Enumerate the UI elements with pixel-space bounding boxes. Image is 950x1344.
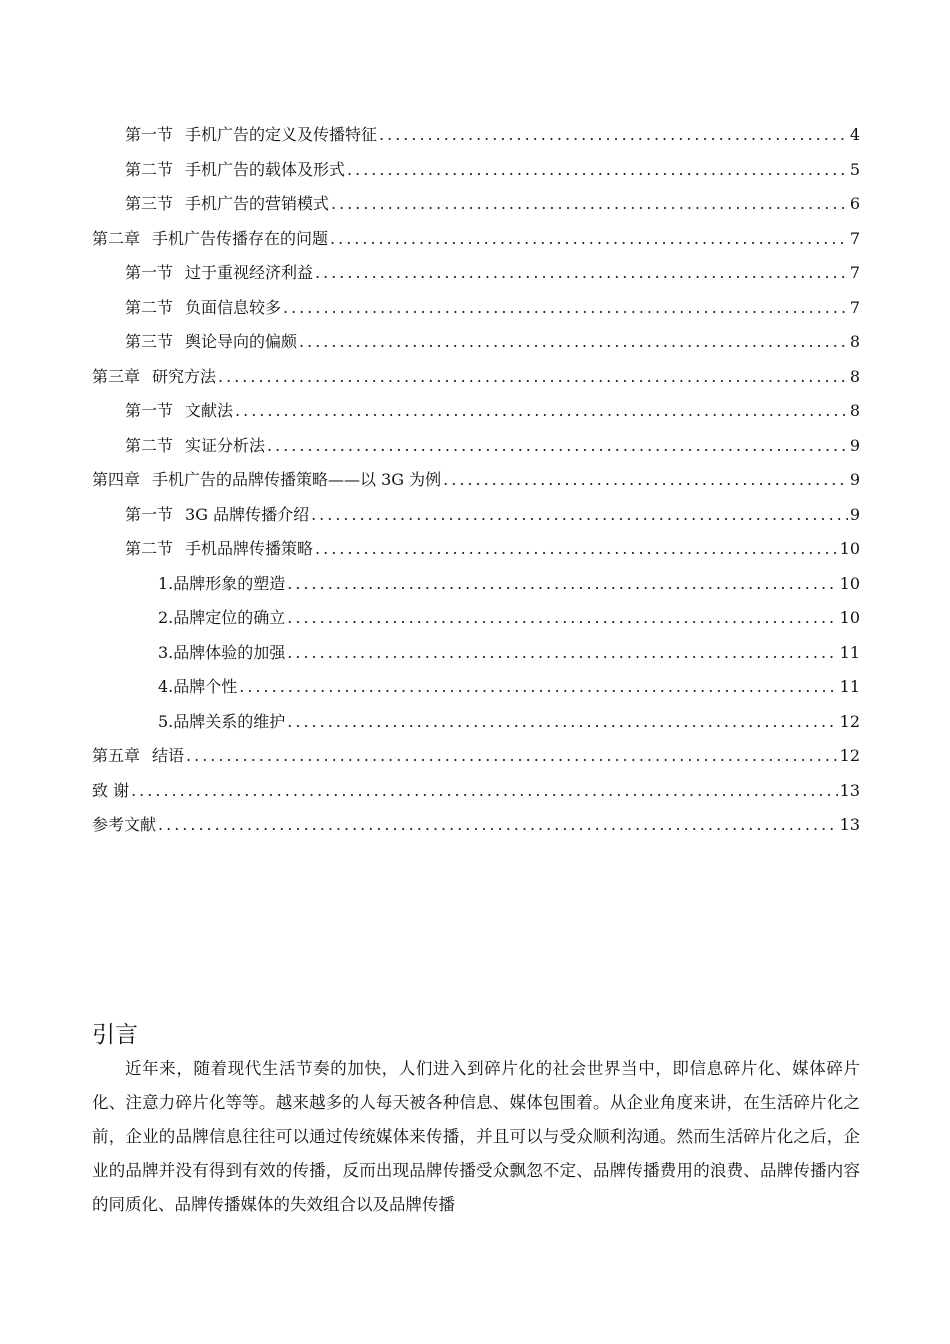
toc-dot-leader: [158, 808, 838, 843]
toc-entry-title: 手机广告的定义及传播特征: [185, 125, 378, 144]
toc-entry-label: [92, 360, 216, 395]
toc-entry[interactable]: [92, 670, 860, 705]
toc-entry[interactable]: [92, 394, 860, 429]
toc-entry[interactable]: [92, 808, 860, 843]
toc-entry-title: 手机广告的品牌传播策略——以 3G 为例: [152, 470, 442, 489]
toc-entry[interactable]: [92, 739, 860, 774]
toc-entry-number: 第三节: [125, 194, 174, 213]
toc-dot-leader: [239, 670, 837, 705]
toc-entry-label: [158, 567, 285, 602]
toc-dot-leader: [311, 498, 848, 533]
toc-entry[interactable]: [92, 705, 860, 740]
toc-entry-label: [92, 222, 328, 257]
toc-entry[interactable]: [92, 187, 860, 222]
toc-entry-title: 1.品牌形象的塑造: [158, 573, 286, 593]
toc-entry-label: [125, 429, 265, 464]
toc-entry-title: 手机广告的营销模式: [185, 194, 330, 213]
toc-entry-label: [158, 636, 285, 671]
toc-entry-label: [125, 532, 313, 567]
toc-entry-label: [125, 118, 377, 153]
toc-entry-label: [125, 325, 297, 360]
toc-entry-label: [125, 187, 329, 222]
toc-dot-leader: [315, 256, 848, 291]
toc-entry-title: 参考文献: [92, 815, 157, 834]
toc-entry-number: 第二章: [92, 228, 141, 248]
toc-entry-label: [125, 498, 309, 533]
toc-entry[interactable]: [92, 498, 860, 533]
toc-page-number: 7: [849, 263, 860, 282]
toc-entry-number: 第三章: [92, 366, 141, 386]
toc-entry-title: 5.品牌关系的维护: [158, 711, 286, 731]
toc-entry[interactable]: [92, 118, 860, 153]
toc-dot-leader: [299, 325, 848, 360]
toc-entry[interactable]: [92, 601, 860, 636]
toc-page-number: 11: [839, 642, 860, 662]
toc-dot-leader: [443, 463, 848, 498]
toc-dot-leader: [283, 291, 848, 326]
toc-entry[interactable]: [92, 222, 860, 257]
toc-entry-number: 第五章: [92, 746, 141, 765]
toc-entry-title: 手机品牌传播策略: [185, 539, 314, 558]
toc-page-number: 10: [839, 573, 860, 593]
toc-entry[interactable]: [92, 256, 860, 291]
toc-dot-leader: [287, 601, 837, 636]
toc-dot-leader: [287, 705, 837, 740]
intro-paragraph: 近年来，随着现代生活节奏的加快，人们进入到碎片化的社会世界当中，即信息碎片化、媒体碎片化、注意力碎片化等等。越来越多的人每天被各种信息、媒体包围着。从企业角度来讲，在生活碎片化之前，企业的品牌信息往往可以通过传统媒体来传播，并且可以与受众顺利沟通。然而生活碎片化之后，企业的品牌并没有得到有效的传播，反而出现品牌传播受众飘忽不定、品牌传播费用的浪费、品牌传播内容的同质化、品牌传播媒体的失效组合以及品牌传播: [92, 1059, 860, 1214]
toc-entry-number: 第二节: [125, 539, 174, 558]
toc-page-number: 8: [849, 401, 860, 420]
toc-page-number: 9: [849, 435, 860, 455]
toc-entry[interactable]: [92, 532, 860, 567]
toc-page-number: 11: [839, 677, 860, 696]
toc-page-number: 5: [849, 159, 860, 179]
toc-entry[interactable]: [92, 463, 860, 498]
toc-entry-label: [125, 153, 345, 188]
toc-entry-label: [158, 601, 285, 636]
toc-page-number: 9: [849, 470, 860, 489]
toc-entry-title: 4.品牌个性: [158, 677, 238, 696]
toc-entry-label: [125, 394, 233, 429]
toc-page-number: 12: [839, 746, 860, 765]
toc-entry-number: 第四章: [92, 470, 141, 489]
toc-entry-number: 第三节: [125, 332, 174, 351]
toc-entry-label: [92, 808, 156, 843]
toc-entry-title: 研究方法: [152, 366, 217, 386]
toc-page-number: 8: [849, 332, 860, 351]
toc-entry[interactable]: [92, 774, 860, 809]
toc-entry[interactable]: [92, 325, 860, 360]
toc-entry-label: [125, 256, 313, 291]
toc-dot-leader: [186, 739, 838, 774]
toc-page-number: 10: [839, 539, 860, 558]
toc-page-number: 4: [849, 125, 860, 144]
toc-dot-leader: [235, 394, 848, 429]
toc-page-number: 7: [849, 228, 860, 248]
section-heading-intro: 引言: [92, 1022, 138, 1048]
toc-entry-title: 3.品牌体验的加强: [158, 642, 286, 662]
toc-entry-title: 舆论导向的偏颇: [185, 332, 298, 351]
toc-entry-number: 第二节: [125, 435, 174, 455]
toc-entry-number: 第二节: [125, 297, 174, 317]
toc-page-number: 12: [839, 711, 860, 731]
toc-dot-leader: [315, 532, 838, 567]
toc-page-number: 6: [849, 194, 860, 213]
toc-entry-title: 文献法: [185, 401, 234, 420]
toc-dot-leader: [267, 429, 848, 464]
toc-entry-label: [158, 670, 237, 705]
toc-page-number: 7: [849, 297, 860, 317]
toc-dot-leader: [331, 187, 848, 222]
toc-entry[interactable]: [92, 567, 860, 602]
toc-page-number: 10: [839, 608, 860, 627]
toc-entry-label: [125, 291, 281, 326]
toc-entry[interactable]: [92, 291, 860, 326]
toc-entry-title: 2.品牌定位的确立: [158, 608, 286, 627]
toc-entry-title: 手机广告传播存在的问题: [152, 228, 329, 248]
toc-dot-leader: [379, 118, 848, 153]
toc-dot-leader: [131, 774, 838, 809]
toc-entry-label: [92, 463, 441, 498]
toc-entry[interactable]: [92, 636, 860, 671]
toc-entry-title: 3G 品牌传播介绍: [185, 504, 310, 524]
toc-entry-number: 第一节: [125, 401, 174, 420]
toc-entry-label: [92, 739, 184, 774]
toc-entry-title: 致 谢: [92, 780, 130, 800]
table-of-contents: [92, 118, 860, 843]
toc-page-number: 13: [839, 815, 860, 834]
toc-dot-leader: [330, 222, 848, 257]
toc-entry[interactable]: [92, 153, 860, 188]
toc-entry-title: 过于重视经济利益: [185, 263, 314, 282]
toc-entry-title: 实证分析法: [185, 435, 266, 455]
toc-dot-leader: [287, 567, 837, 602]
toc-dot-leader: [347, 153, 848, 188]
toc-entry[interactable]: [92, 360, 860, 395]
toc-entry-title: 手机广告的载体及形式: [185, 159, 346, 179]
toc-entry-title: 结语: [152, 746, 185, 765]
toc-page-number: 8: [849, 366, 860, 386]
toc-entry-number: 第二节: [125, 159, 174, 179]
toc-entry-number: 第一节: [125, 504, 174, 524]
toc-page-number: 13: [839, 780, 860, 800]
toc-entry-label: [92, 774, 129, 809]
toc-entry-number: 第一节: [125, 125, 174, 144]
toc-dot-leader: [218, 360, 848, 395]
toc-entry[interactable]: [92, 429, 860, 464]
toc-entry-label: [158, 705, 285, 740]
toc-page-number: 9: [849, 504, 860, 524]
toc-entry-title: 负面信息较多: [185, 297, 282, 317]
toc-dot-leader: [287, 636, 837, 671]
toc-entry-number: 第一节: [125, 263, 174, 282]
